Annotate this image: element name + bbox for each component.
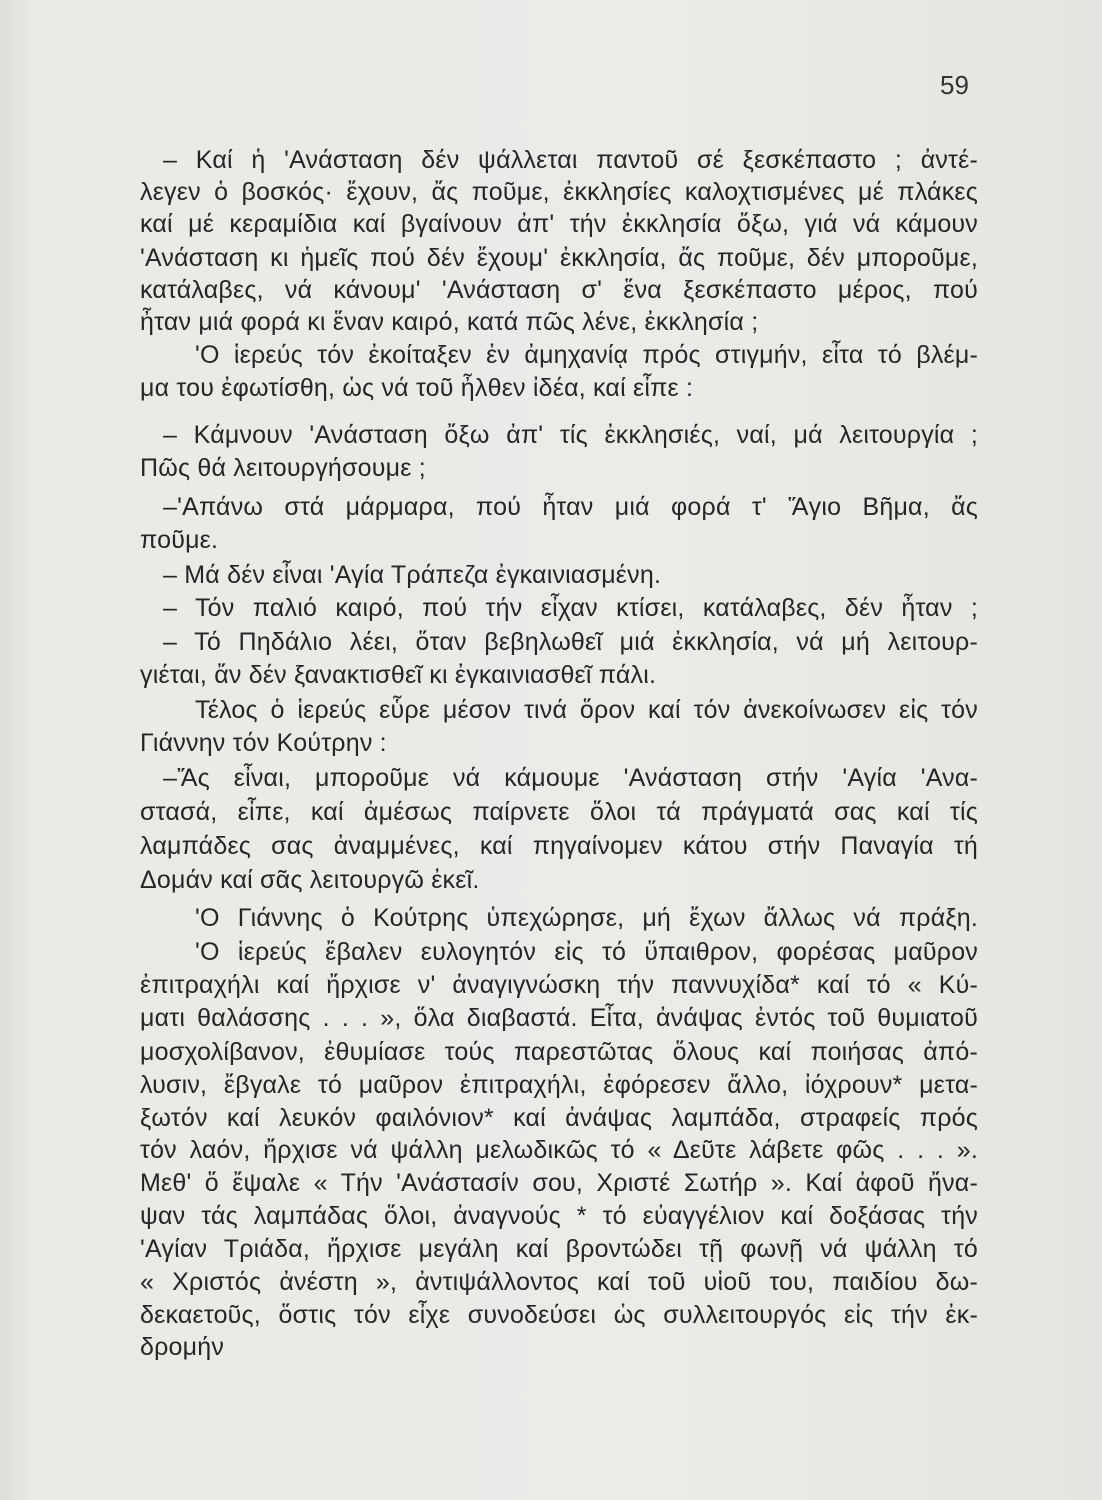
text-line: 'Ανάσταση κι ἡμεῖς πού δέν ἔχουμ' ἐκκλησία, ἄς ποῦμε, δέν μποροῦμε, xyxy=(140,244,978,272)
page-number: 59 xyxy=(940,70,969,100)
text-line: –'Απάνω στά μάρμαρα, πού ἦταν μιά φορά τ' Ἅγιο Βῆμα, ἄς xyxy=(163,493,978,521)
text-line: Γιάννην τόν Κούτρην : xyxy=(140,729,387,757)
text-line: τόν λαόν, ἤρχισε νά ψάλλη μελωδικῶς τό « Δεῦτε λάβετε φῶς . . . ». xyxy=(140,1136,978,1164)
text-line: – Κάμνουν 'Ανάσταση ὄξω ἀπ' τίς ἐκκλησιές, ναί, μά λειτουργία ; xyxy=(163,421,978,449)
text-line: ποῦμε. xyxy=(140,526,219,554)
text-line: ψαν τάς λαμπάδας ὅλοι, ἀναγνούς * τό εὐαγγέλιον καί δοξάσας τήν xyxy=(140,1202,978,1230)
text-line: ματι θαλάσσης . . . », ὅλα διαβαστά. Εἶτα, ἀνάψας ἐντός τοῦ θυμιατοῦ xyxy=(140,1004,978,1032)
text-line: ἦταν μιά φορά κι ἕναν καιρό, κατά πῶς λένε, ἐκκλησία ; xyxy=(140,308,759,336)
text-line: 'Ο Γιάννης ὁ Κούτρης ὑπεχώρησε, μή ἔχων ἄλλως νά πράξη. xyxy=(195,904,978,932)
text-line: στασά, εἶπε, καί ἀμέσως παίρνετε ὅλοι τά πράγματά σας καί τίς xyxy=(140,798,978,826)
text-line: –Ἄς εἶναι, μποροῦμε νά κάμουμε 'Ανάσταση στήν 'Αγία 'Ανα- xyxy=(163,764,978,792)
text-line: ἐπιτραχήλι καί ἤρχισε ν' ἀναγιγνώσκη τήν παννυχίδα* καί τό « Κύ- xyxy=(140,971,978,999)
text-line: Δομάν καί σᾶς λειτουργῶ ἐκεῖ. xyxy=(140,866,480,894)
text-line: λυσιν, ἔβγαλε τό μαῦρον ἐπιτραχήλι, ἐφόρεσεν ἄλλο, ἰόχρουν* μετα- xyxy=(140,1071,978,1099)
text-line: 'Αγίαν Τριάδα, ἤρχισε μεγάλη καί βροντώδει τῇ φωνῇ νά ψάλλη τό xyxy=(140,1235,978,1263)
text-line: – Τό Πηδάλιο λέει, ὅταν βεβηλωθεῖ μιά ἐκκλησία, νά μή λειτουρ- xyxy=(163,628,978,656)
text-line: Μεθ' ὅ ἔψαλε « Τήν 'Ανάστασίν σου, Χριστέ Σωτήρ ». Καί ἀφοῦ ἤνα- xyxy=(140,1169,978,1197)
text-line: 'Ο ἱερεύς τόν ἐκοίταξεν ἐν ἀμηχανίᾳ πρός στιγμήν, εἶτα τό βλέμ- xyxy=(195,341,978,369)
text-line: λεγεν ὁ βοσκός· ἔχουν, ἄς ποῦμε, ἐκκλησίες καλοχτισμένες μέ πλάκες xyxy=(140,178,978,206)
text-line: δεκαετοῦς, ὅστις τόν εἶχε συνοδεύσει ὡς συλλειτουργός εἰς τήν ἐκ- xyxy=(140,1301,978,1329)
text-line: κατάλαβες, νά κάνουμ' 'Ανάσταση σ' ἕνα ξεσκέπαστο μέρος, πού xyxy=(140,276,978,304)
text-line: μοσχολίβανον, ἐθυμίασε τούς παρεστῶτας ὅλους καί ποιήσας ἀπό- xyxy=(140,1038,978,1066)
text-line: Πῶς θά λειτουργήσουμε ; xyxy=(140,454,426,482)
text-line: καί μέ κεραμίδια καί βγαίνουν ἀπ' τήν ἐκκλησία ὄξω, γιά νά κάμουν xyxy=(140,210,978,238)
text-line: Τέλος ὁ ἱερεύς εὗρε μέσον τινά ὅρον καί τόν ἀνεκοίνωσεν εἰς τόν xyxy=(195,696,978,724)
text-line: « Χριστός ἀνέστη », ἀντιψάλλοντος καί τοῦ υἱοῦ του, παιδίου δω- xyxy=(140,1268,978,1296)
text-line: – Καί ἡ 'Ανάσταση δέν ψάλλεται παντοῦ σέ ξεσκέπαστο ; ἀντέ- xyxy=(163,146,978,174)
text-line: δρομήν xyxy=(140,1333,225,1361)
text-line: ξωτόν καί λευκόν φαιλόνιον* καί ἀνάψας λαμπάδα, στραφείς πρός xyxy=(140,1104,978,1132)
text-line: 'Ο ἱερεύς ἔβαλεν ευλογητόν εἰς τό ὕπαιθρον, φορέσας μαῦρον xyxy=(195,938,978,966)
text-line: γιέται, ἄν δέν ξανακτισθεῖ κι ἐγκαινιασθεῖ πάλι. xyxy=(140,661,657,689)
text-line: – Μά δέν εἶναι 'Αγία Τράπεζα ἐγκαινιασμένη. xyxy=(163,561,662,589)
text-line: – Τόν παλιό καιρό, πού τήν εἶχαν κτίσει, κατάλαβες, δέν ἦταν ; xyxy=(163,594,978,622)
text-line: λαμπάδες σας ἀναμμένες, καί πηγαίνομεν κάτου στήν Παναγία τή xyxy=(140,832,978,860)
text-line: μα του ἐφωτίσθη, ὡς νά τοῦ ἦλθεν ἰδέα, καί εἶπε : xyxy=(140,374,694,402)
